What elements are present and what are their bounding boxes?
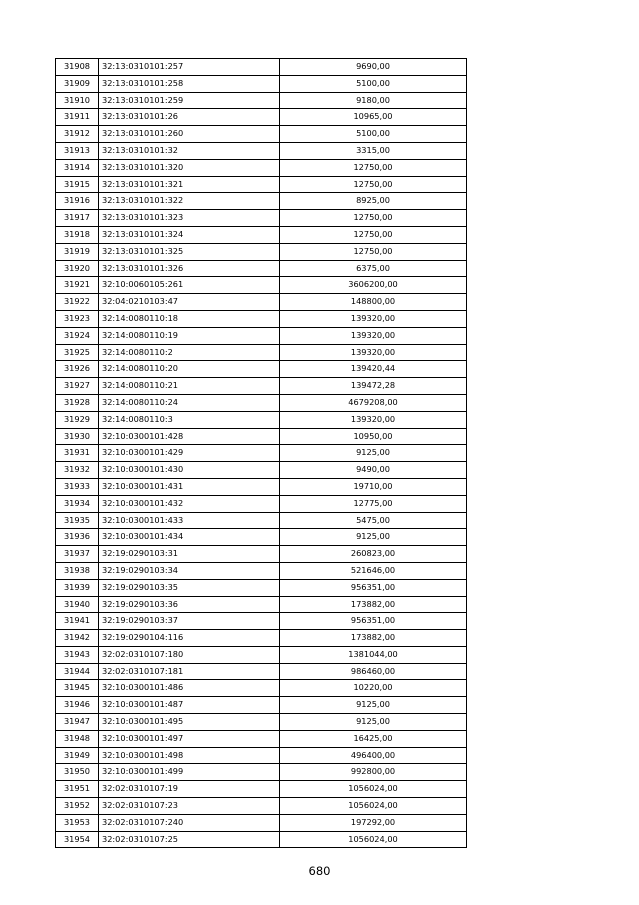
cadastral-number-cell: 32:14:0080110:21 [99, 378, 280, 395]
cadastral-number-cell: 32:13:0310101:323 [99, 210, 280, 227]
row-number-cell: 31935 [56, 512, 99, 529]
cadastral-number-cell: 32:13:0310101:320 [99, 159, 280, 176]
value-cell: 1381044,00 [280, 646, 467, 663]
row-number-cell: 31939 [56, 579, 99, 596]
table-row [56, 831, 467, 848]
cadastral-number-cell: 32:13:0310101:258 [99, 75, 280, 92]
table-row [56, 663, 467, 680]
row-number-cell: 31932 [56, 462, 99, 479]
table-row [56, 210, 467, 227]
table-row [56, 596, 467, 613]
value-cell: 4679208,00 [280, 394, 467, 411]
table-row [56, 226, 467, 243]
row-number-cell: 31910 [56, 92, 99, 109]
value-cell: 496400,00 [280, 747, 467, 764]
table-row [56, 193, 467, 210]
row-number-cell: 31928 [56, 394, 99, 411]
value-cell: 16425,00 [280, 730, 467, 747]
cadastral-number-cell: 32:02:0310107:25 [99, 831, 280, 848]
cadastral-number-cell: 32:10:0300101:486 [99, 680, 280, 697]
cadastral-number-cell: 32:19:0290103:35 [99, 579, 280, 596]
row-number-cell: 31922 [56, 294, 99, 311]
row-number-cell: 31944 [56, 663, 99, 680]
value-cell: 12750,00 [280, 226, 467, 243]
value-cell: 1056024,00 [280, 798, 467, 815]
value-cell: 956351,00 [280, 579, 467, 596]
row-number-cell: 31943 [56, 646, 99, 663]
cadastral-number-cell: 32:10:0300101:431 [99, 478, 280, 495]
row-number-cell: 31937 [56, 546, 99, 563]
cadastral-number-cell: 32:10:0300101:499 [99, 764, 280, 781]
table-row [56, 697, 467, 714]
row-number-cell: 31931 [56, 445, 99, 462]
table-row [56, 613, 467, 630]
row-number-cell: 31930 [56, 428, 99, 445]
value-cell: 9125,00 [280, 714, 467, 731]
table-row [56, 394, 467, 411]
table-row [56, 798, 467, 815]
row-number-cell: 31927 [56, 378, 99, 395]
value-cell: 521646,00 [280, 562, 467, 579]
cadastral-number-cell: 32:13:0310101:322 [99, 193, 280, 210]
cadastral-number-cell: 32:14:0080110:24 [99, 394, 280, 411]
table-row [56, 327, 467, 344]
value-cell: 9125,00 [280, 529, 467, 546]
value-cell: 173882,00 [280, 596, 467, 613]
table-row [56, 75, 467, 92]
row-number-cell: 31918 [56, 226, 99, 243]
table-body [56, 59, 467, 848]
cadastral-number-cell: 32:04:0210103:47 [99, 294, 280, 311]
row-number-cell: 31938 [56, 562, 99, 579]
value-cell: 9125,00 [280, 445, 467, 462]
table-row [56, 680, 467, 697]
value-cell: 12750,00 [280, 176, 467, 193]
cadastral-number-cell: 32:10:0300101:432 [99, 495, 280, 512]
value-cell: 1056024,00 [280, 831, 467, 848]
value-cell: 9490,00 [280, 462, 467, 479]
cadastral-number-cell: 32:02:0310107:23 [99, 798, 280, 815]
table-row [56, 478, 467, 495]
row-number-cell: 31929 [56, 411, 99, 428]
value-cell: 260823,00 [280, 546, 467, 563]
cadastral-number-cell: 32:10:0300101:428 [99, 428, 280, 445]
value-cell: 3315,00 [280, 142, 467, 159]
table-row [56, 462, 467, 479]
cadastral-number-cell: 32:10:0300101:430 [99, 462, 280, 479]
value-cell: 148800,00 [280, 294, 467, 311]
value-cell: 956351,00 [280, 613, 467, 630]
cadastral-value-table [55, 58, 467, 848]
value-cell: 139320,00 [280, 310, 467, 327]
value-cell: 8925,00 [280, 193, 467, 210]
cadastral-number-cell: 32:14:0080110:19 [99, 327, 280, 344]
cadastral-number-cell: 32:13:0310101:321 [99, 176, 280, 193]
table-row [56, 92, 467, 109]
cadastral-number-cell: 32:14:0080110:20 [99, 361, 280, 378]
table-row [56, 59, 467, 76]
value-cell: 10950,00 [280, 428, 467, 445]
table-row [56, 562, 467, 579]
table-row [56, 159, 467, 176]
cadastral-number-cell: 32:10:0300101:498 [99, 747, 280, 764]
cadastral-number-cell: 32:14:0080110:18 [99, 310, 280, 327]
row-number-cell: 31945 [56, 680, 99, 697]
row-number-cell: 31924 [56, 327, 99, 344]
value-cell: 197292,00 [280, 814, 467, 831]
table-row [56, 730, 467, 747]
value-cell: 1056024,00 [280, 781, 467, 798]
value-cell: 12775,00 [280, 495, 467, 512]
cadastral-number-cell: 32:13:0310101:32 [99, 142, 280, 159]
table-row [56, 814, 467, 831]
cadastral-number-cell: 32:10:0300101:429 [99, 445, 280, 462]
value-cell: 10965,00 [280, 109, 467, 126]
row-number-cell: 31920 [56, 260, 99, 277]
cadastral-number-cell: 32:19:0290104:116 [99, 630, 280, 647]
row-number-cell: 31951 [56, 781, 99, 798]
row-number-cell: 31916 [56, 193, 99, 210]
row-number-cell: 31909 [56, 75, 99, 92]
row-number-cell: 31942 [56, 630, 99, 647]
row-number-cell: 31946 [56, 697, 99, 714]
row-number-cell: 31950 [56, 764, 99, 781]
value-cell: 139320,00 [280, 327, 467, 344]
cadastral-number-cell: 32:02:0310107:240 [99, 814, 280, 831]
table-row [56, 646, 467, 663]
row-number-cell: 31911 [56, 109, 99, 126]
row-number-cell: 31921 [56, 277, 99, 294]
row-number-cell: 31913 [56, 142, 99, 159]
table-row [56, 344, 467, 361]
value-cell: 5100,00 [280, 126, 467, 143]
row-number-cell: 31908 [56, 59, 99, 76]
row-number-cell: 31948 [56, 730, 99, 747]
table-row [56, 747, 467, 764]
cadastral-number-cell: 32:02:0310107:180 [99, 646, 280, 663]
table-row [56, 260, 467, 277]
row-number-cell: 31941 [56, 613, 99, 630]
value-cell: 986460,00 [280, 663, 467, 680]
row-number-cell: 31914 [56, 159, 99, 176]
table-row [56, 277, 467, 294]
table-row [56, 243, 467, 260]
value-cell: 9690,00 [280, 59, 467, 76]
cadastral-number-cell: 32:13:0310101:257 [99, 59, 280, 76]
row-number-cell: 31933 [56, 478, 99, 495]
row-number-cell: 31953 [56, 814, 99, 831]
value-cell: 992800,00 [280, 764, 467, 781]
cadastral-number-cell: 32:10:0300101:487 [99, 697, 280, 714]
page-number: 680 [308, 864, 331, 878]
cadastral-number-cell: 32:10:0300101:497 [99, 730, 280, 747]
cadastral-number-cell: 32:19:0290103:37 [99, 613, 280, 630]
table-row [56, 428, 467, 445]
value-cell: 139320,00 [280, 344, 467, 361]
table-row [56, 714, 467, 731]
value-cell: 10220,00 [280, 680, 467, 697]
table-row [56, 411, 467, 428]
row-number-cell: 31936 [56, 529, 99, 546]
value-cell: 5475,00 [280, 512, 467, 529]
value-cell: 139320,00 [280, 411, 467, 428]
row-number-cell: 31919 [56, 243, 99, 260]
table-row [56, 445, 467, 462]
table-row [56, 630, 467, 647]
cadastral-number-cell: 32:10:0300101:434 [99, 529, 280, 546]
value-cell: 5100,00 [280, 75, 467, 92]
value-cell: 12750,00 [280, 159, 467, 176]
row-number-cell: 31954 [56, 831, 99, 848]
cadastral-number-cell: 32:13:0310101:324 [99, 226, 280, 243]
value-cell: 9180,00 [280, 92, 467, 109]
value-cell: 139420,44 [280, 361, 467, 378]
table-row [56, 126, 467, 143]
table-row [56, 546, 467, 563]
row-number-cell: 31934 [56, 495, 99, 512]
table-row [56, 294, 467, 311]
table-row [56, 512, 467, 529]
table-row [56, 310, 467, 327]
table-row [56, 495, 467, 512]
cadastral-number-cell: 32:10:0300101:433 [99, 512, 280, 529]
table-row [56, 378, 467, 395]
cadastral-number-cell: 32:13:0310101:326 [99, 260, 280, 277]
table-row [56, 109, 467, 126]
table-row [56, 176, 467, 193]
cadastral-number-cell: 32:02:0310107:181 [99, 663, 280, 680]
table-row [56, 764, 467, 781]
value-cell: 9125,00 [280, 697, 467, 714]
row-number-cell: 31952 [56, 798, 99, 815]
row-number-cell: 31912 [56, 126, 99, 143]
row-number-cell: 31926 [56, 361, 99, 378]
row-number-cell: 31917 [56, 210, 99, 227]
row-number-cell: 31923 [56, 310, 99, 327]
table-row [56, 579, 467, 596]
value-cell: 173882,00 [280, 630, 467, 647]
table-row [56, 361, 467, 378]
value-cell: 12750,00 [280, 210, 467, 227]
cadastral-number-cell: 32:14:0080110:3 [99, 411, 280, 428]
row-number-cell: 31925 [56, 344, 99, 361]
row-number-cell: 31940 [56, 596, 99, 613]
value-cell: 6375,00 [280, 260, 467, 277]
cadastral-number-cell: 32:13:0310101:260 [99, 126, 280, 143]
cadastral-number-cell: 32:10:0300101:495 [99, 714, 280, 731]
value-cell: 3606200,00 [280, 277, 467, 294]
cadastral-number-cell: 32:10:0060105:261 [99, 277, 280, 294]
row-number-cell: 31915 [56, 176, 99, 193]
cadastral-number-cell: 32:14:0080110:2 [99, 344, 280, 361]
cadastral-number-cell: 32:19:0290103:31 [99, 546, 280, 563]
row-number-cell: 31947 [56, 714, 99, 731]
cadastral-number-cell: 32:13:0310101:259 [99, 92, 280, 109]
cadastral-number-cell: 32:02:0310107:19 [99, 781, 280, 798]
table-row [56, 142, 467, 159]
cadastral-number-cell: 32:13:0310101:26 [99, 109, 280, 126]
table-row [56, 781, 467, 798]
cadastral-number-cell: 32:19:0290103:36 [99, 596, 280, 613]
row-number-cell: 31949 [56, 747, 99, 764]
value-cell: 12750,00 [280, 243, 467, 260]
table-row [56, 529, 467, 546]
cadastral-number-cell: 32:13:0310101:325 [99, 243, 280, 260]
value-cell: 139472,28 [280, 378, 467, 395]
cadastral-number-cell: 32:19:0290103:34 [99, 562, 280, 579]
value-cell: 19710,00 [280, 478, 467, 495]
